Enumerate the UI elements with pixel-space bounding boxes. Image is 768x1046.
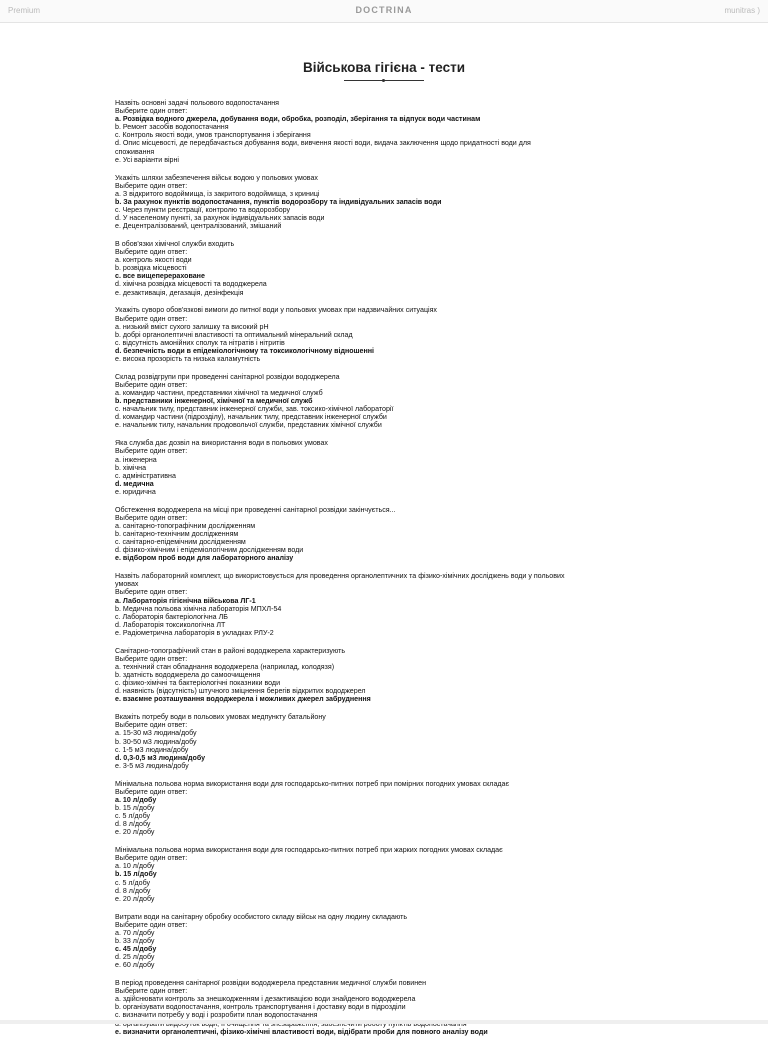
correct-answer-option: a. Лабораторія гігієнічна військова ЛГ-1	[115, 596, 256, 605]
question-text: Укажіть шляхи забезпечення військ водою у польових умовах	[115, 173, 318, 182]
correct-answer-option: e. визначити органолептичні, фізико-хімічні властивості води, відібрати проби для повного аналізу води	[115, 1027, 488, 1036]
answer-option: d. 8 л/добу	[115, 820, 151, 829]
answer-option: c. 5 л/добу	[115, 878, 151, 887]
question-block	[115, 572, 571, 637]
correct-answer-option: d. 0,3-0,5 м3 людина/добу	[115, 753, 206, 762]
answer-option: e. 60 л/добу	[115, 961, 155, 970]
answer-option: e. висока прозорість та низька каламутність	[115, 355, 261, 364]
answer-option: a. контроль якості води	[115, 256, 192, 265]
answer-option: d. Лабораторія токсикологічна ЛТ	[115, 620, 226, 629]
user-menu[interactable]: munitras )	[724, 6, 760, 15]
question-block	[115, 506, 571, 563]
answer-prompt: Выберите один ответ:	[115, 588, 188, 597]
correct-answer-option: d. медична	[115, 479, 154, 488]
answer-prompt: Выберите один ответ:	[115, 654, 188, 663]
answer-prompt: Выберите один ответ:	[115, 721, 188, 730]
question-text: Витрати води на санітарну обробку особистого складу військ на одну людину складають	[115, 912, 408, 921]
question-text: Яка служба дає дозвіл на використання води в польових умовах	[115, 439, 328, 448]
correct-answer-option: b. 15 л/добу	[115, 870, 157, 879]
answer-option: d. 8 л/добу	[115, 886, 151, 895]
page-title: Військова гігієна - тести	[302, 60, 466, 75]
answer-prompt: Выберите один ответ:	[115, 854, 188, 863]
answer-option: c. адміністративна	[115, 471, 176, 480]
question-block	[115, 713, 571, 770]
answer-option: b. 30-50 м3 людина/добу	[115, 737, 197, 746]
answer-option: c. санітарно-епідемічним дослідженням	[115, 538, 246, 547]
answer-option: e. дезактивація, дегазація, дезінфекція	[115, 288, 244, 297]
correct-answer-option: e. відбором проб води для лабораторного аналізу	[115, 554, 294, 563]
answer-option: b. 33 л/добу	[115, 936, 155, 945]
answer-option: d. У населеному пункті, за рахунок індивідуальних запасів води	[115, 214, 325, 223]
question-block	[115, 373, 571, 430]
question-block	[115, 99, 571, 164]
answer-option: c. визначити потребу у воді і розробити план водопостачання	[115, 1011, 318, 1020]
answer-option: b. Медична польова хімічна лабораторія МПХЛ-54	[115, 604, 282, 613]
answer-option: b. розвідка місцевості	[115, 264, 187, 273]
question-block	[115, 240, 571, 297]
correct-answer-option: d. безпечність води в епідеміологічному та токсикологічному відношенні	[115, 346, 375, 355]
answer-option: c. Лабораторія бактеріологічна ЛБ	[115, 612, 228, 621]
question-block	[115, 913, 571, 970]
question-block	[115, 979, 571, 1036]
answer-option: c. Контроль якості води, умов транспортування і зберігання	[115, 131, 311, 140]
correct-answer-option: c. 45 л/добу	[115, 945, 157, 953]
answer-prompt: Выберите один ответ:	[115, 381, 188, 389]
answer-option: d. хімічна розвідка місцевості та вододжерела	[115, 280, 267, 289]
correct-answer-option: a. 10 л/добу	[115, 795, 157, 804]
answer-prompt: Выберите один ответ:	[115, 787, 188, 796]
question-text: Мінімальна польова норма використання води для господарсько-питних потреб при помірних погодних умовах складає	[115, 779, 510, 788]
question-text: В період проведення санітарної розвідки вододжерела представник медичної служби повинен	[115, 979, 427, 988]
answer-prompt: Выберите один ответ:	[115, 920, 188, 929]
answer-option: a. 15-30 м3 людина/добу	[115, 729, 197, 738]
answer-option: c. 5 л/добу	[115, 812, 151, 821]
answer-option: e. Усі варіанти вірні	[115, 155, 179, 164]
answer-option: e. 20 л/добу	[115, 828, 155, 837]
answer-option: c. Через пункти реєстрації, контролю та водорозбору	[115, 205, 291, 214]
answer-option: c. фізико-хімічні та бактеріологічні показники води	[115, 679, 281, 688]
correct-answer-option: b. За рахунок пунктів водопостачання, пунктів водорозбору та індивідуальних запасів води	[115, 197, 442, 206]
answer-option: b. 15 л/добу	[115, 804, 155, 812]
correct-answer-option: b. представники інженерної, хімічної та медичної служб	[115, 397, 313, 406]
question-text: Укажіть суворо обов'язкові вимоги до питної води у польових умовах при надзвичайних ситуаціях	[115, 306, 437, 315]
answer-prompt: Выберите один ответ:	[115, 447, 188, 456]
answer-option: a. командир частини, представники хімічної та медичної служб	[115, 389, 323, 398]
question-text: Склад розвідгрупи при проведенні санітарної розвідки вододжерела	[115, 372, 340, 381]
question-block	[115, 439, 571, 496]
brand-logo[interactable]: DOCTRINA	[355, 5, 413, 15]
answer-option: a. технічний стан обладнання вододжерела (наприклад, колодязя)	[115, 663, 335, 671]
question-text: Вкажіть потребу води в польових умовах медпункту батальйону	[115, 713, 326, 722]
answer-option: e. 3-5 м3 людина/добу	[115, 761, 189, 770]
question-block	[115, 780, 571, 837]
question-block	[115, 174, 571, 231]
answer-option: e. Децентралізований, централізований, змішаний	[115, 222, 282, 231]
answer-option: c. 1-5 м3 людина/добу	[115, 745, 189, 754]
correct-answer-option: e. взаємне розташування вододжерела і можливих джерел забруднення	[115, 695, 371, 704]
answer-option: a. 70 л/добу	[115, 928, 155, 937]
answer-option: b. хімічна	[115, 463, 147, 472]
answer-option: b. добрі органолептичні властивості та оптимальний мінеральний склад	[115, 330, 353, 339]
answer-prompt: Выберите один ответ:	[115, 987, 188, 996]
correct-answer-option: a. Розвідка водного джерела, добування води, обробка, розподіл, зберігання та відпуск води частинам	[115, 115, 481, 124]
bottom-bar	[0, 1020, 768, 1024]
question-text: В обов'язки хімічної служби входить	[115, 240, 235, 248]
answer-option: a. З відкритого водоймища, із закритого водоймища, з криниці	[115, 189, 320, 198]
question-text: Мінімальна польова норма використання води для господарсько-питних потреб при жарких погодних умовах складає	[115, 846, 503, 855]
premium-link[interactable]: Premium	[8, 6, 41, 15]
answer-option: d. Опис місцевості, де передбачається добування води, вивчення якості води, видача заключення щодо придатності води для споживання	[115, 139, 531, 156]
answer-option: d. наявність (відсутність) штучного зміцнення берегів відкритих вододжерел	[115, 687, 366, 696]
answer-option: c. відсутність амонійних сполук та нітратів і нітритів	[115, 338, 285, 347]
question-text: Обстеження вододжерела на місці при проведенні санітарної розвідки закінчується...	[115, 505, 396, 514]
answer-option: a. 10 л/добу	[115, 862, 155, 871]
answer-option: a. здійснювати контроль за знешкодженням і дезактивацією води знайденого вододжерела	[115, 995, 416, 1004]
answer-prompt: Выберите один ответ:	[115, 181, 188, 190]
answer-option: e. Радіометрична лабораторія в укладках РЛУ-2	[115, 628, 274, 637]
title-divider-dot	[382, 79, 385, 82]
answer-prompt: Выберите один ответ:	[115, 248, 188, 257]
answer-option: a. низький вміст сухого залишку та високий рН	[115, 322, 269, 331]
question-text: Назвіть основні задачі польового водопостачання	[115, 99, 280, 107]
correct-answer-option: c. все вищеперераховане	[115, 272, 205, 281]
question-block	[115, 647, 571, 704]
answer-option: e. 20 л/добу	[115, 894, 155, 903]
answer-option: b. організувати водопостачання, контроль транспортування і доставку води в підрозділи	[115, 1003, 406, 1012]
question-text: Назвіть лабораторний комплект, що використовується для проведення органолептичних та фізико-хімічних досліджень води у польових умовах	[115, 572, 565, 589]
question-text: Санітарно-топографічний стан в районі вододжерела характеризують	[115, 646, 346, 655]
answer-option: e. начальник тилу, начальник продовольчої служби, представник хімічної служби	[115, 421, 382, 430]
question-block	[115, 846, 571, 903]
answer-option: b. санітарно-технічним дослідженням	[115, 530, 239, 539]
answer-option: d. командир частини (підрозділу), начальник тилу, представник інженерної служби	[115, 413, 387, 422]
answer-option: d. фізико-хімічним і епідеміологічним дослідженням води	[115, 546, 304, 555]
test-content	[115, 99, 571, 1046]
answer-prompt: Выберите один ответ:	[115, 513, 188, 522]
answer-prompt: Выберите один ответ:	[115, 314, 188, 323]
question-block	[115, 306, 571, 363]
answer-option: c. начальник тилу, представник інженерної служби, зав. токсико-хімічної лабораторії	[115, 405, 394, 414]
answer-option: d. 25 л/добу	[115, 953, 155, 962]
answer-prompt: Выберите один ответ:	[115, 107, 188, 116]
answer-option: b. здатність вододжерела до самоочищення	[115, 671, 261, 680]
answer-option: b. Ремонт засобів водопостачання	[115, 123, 229, 132]
top-bar	[0, 0, 768, 23]
answer-option: a. інженерна	[115, 455, 157, 464]
answer-option: e. юридична	[115, 487, 156, 496]
answer-option: a. санітарно-топографічним дослідженням	[115, 522, 256, 530]
